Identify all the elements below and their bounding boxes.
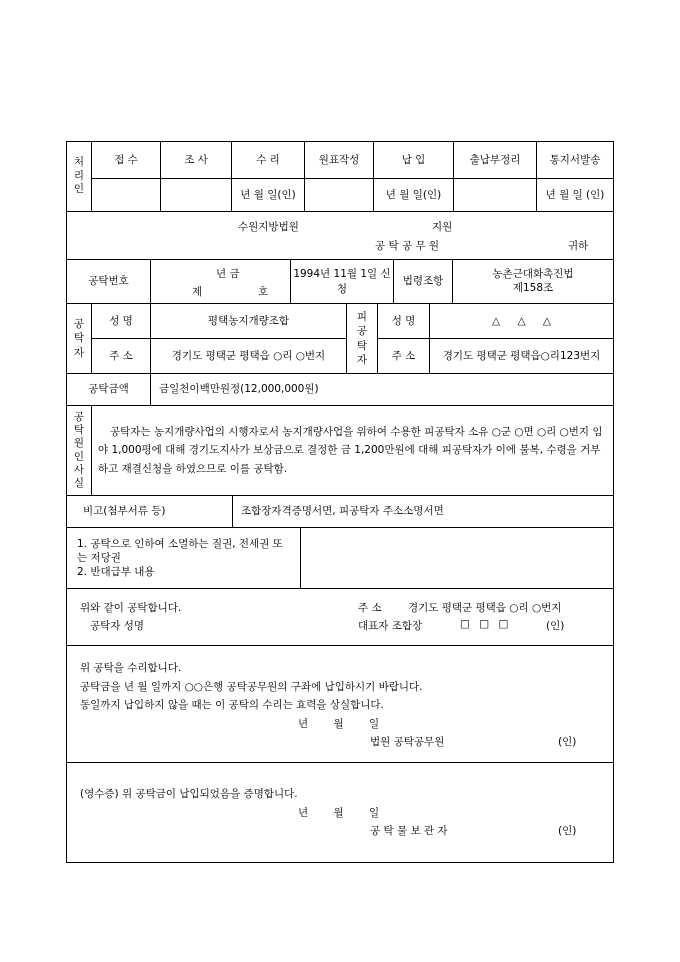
- depositee-addr-label: 주 소: [377, 338, 430, 374]
- deposit-keeper: 공 탁 물 보 관 자: [370, 825, 448, 837]
- court-name: 수원지방법원: [238, 221, 299, 233]
- date-cell: [304, 178, 374, 212]
- remarks-value: 조합장자격증명서면, 피공탁자 주소소명서면: [232, 495, 614, 528]
- depositor-label: 공탁자: [66, 303, 92, 374]
- cause-label: 공탁원인사실: [66, 405, 92, 496]
- court-branch: 지원: [432, 221, 453, 233]
- cause-text: 공탁자는 농지개량사업의 시행자로서 농지개량사업을 위하여 수용한 피공탁자 소유 ○군 ○면 ○리 ○번지 임야 1,000평에 대해 경기도지사가 보상금으로 결정한 금 1,200만원에 대해 피공탁자가 이에 불복, 수령을 거부하고 재결신청을 하였으므로 이를 공탁함.: [91, 405, 614, 496]
- date-cell: 년 월 일(인): [231, 178, 305, 212]
- deposit-no-suffix: 호: [258, 286, 269, 298]
- remarks-label: 비고(첨부서류 등): [66, 495, 233, 528]
- depositee-name-label: 성 명: [377, 303, 430, 339]
- deposit-no-prefix: 제: [192, 286, 203, 298]
- amount-value: 금일천이백만원정(12,000,000원): [150, 373, 614, 406]
- court-officer: 법원 공탁공무원: [370, 736, 445, 748]
- header-payment: 납 입: [373, 141, 454, 179]
- law-cell: [452, 259, 614, 304]
- header-cashbook: 출납부정리: [453, 141, 537, 179]
- note-item-2: 2. 반대급부 내용: [77, 566, 155, 579]
- depositee-name: △ △ △: [429, 303, 614, 339]
- header-review: 조 사: [160, 141, 232, 179]
- date-cell: 년 월 일 (인): [536, 178, 614, 212]
- header-ledger: 원표작성: [304, 141, 374, 179]
- depositor-addr-label: 주 소: [91, 338, 151, 374]
- depositor-address: 경기도 평택군 평택읍 ○리 ○번지: [150, 338, 347, 374]
- declaration-section: [66, 588, 614, 646]
- deposit-year: 년 금: [216, 268, 240, 280]
- seal-mark: (인): [546, 620, 565, 632]
- notes-cell: [66, 527, 301, 589]
- processing-label: 처리인: [66, 141, 92, 212]
- law-label: 법령조항: [393, 259, 453, 304]
- application-date: 1994년 11월 1일 신청: [290, 259, 394, 304]
- seal-mark: (인): [558, 825, 577, 837]
- addressee-section: [66, 211, 614, 260]
- header-notice: 통지서발송: [536, 141, 614, 179]
- seal-mark: (인): [558, 736, 577, 748]
- depositee-label: 피공탁자: [346, 303, 378, 374]
- deposit-no-label: 공탁번호: [66, 259, 151, 304]
- acceptance-line-3: 동일까지 납입하지 않을 때는 이 공탁의 수리는 효력을 상실합니다.: [80, 699, 384, 711]
- header-accept: 수 리: [231, 141, 305, 179]
- acceptance-line-1: 위 공탁을 수리합니다.: [80, 662, 182, 674]
- depositor-sign-label: 공탁자 성명: [90, 620, 145, 632]
- date-cell: [91, 178, 161, 212]
- representative-name: □ □ □: [460, 618, 509, 630]
- note-item-1: 1. 공탁으로 인하여 소멸하는 질권, 전세권 또는 저당권: [77, 537, 283, 564]
- depositee-address: 경기도 평택군 평택읍○리123번지: [429, 338, 614, 374]
- declaration-addr-label: 주 소: [358, 602, 382, 614]
- acceptance-date: 년 월 일: [298, 718, 380, 730]
- representative-label: 대표자 조합장: [358, 620, 423, 632]
- law-article: 제158조: [512, 281, 554, 294]
- date-cell: [160, 178, 232, 212]
- notes-value: [300, 527, 614, 589]
- acceptance-line-2: 공탁금을 년 월 일까지 ○○은행 공탁공무원의 구좌에 납입하시기 바랍니다.: [80, 681, 423, 693]
- depositor-name-label: 성 명: [91, 303, 151, 339]
- receipt-date: 년 월 일: [298, 807, 380, 819]
- law-name: 농촌근대화촉진법: [492, 267, 574, 280]
- receipt-text: (영수증) 위 공탁금이 납입되었음을 증명합니다.: [80, 788, 298, 800]
- amount-label: 공탁금액: [66, 373, 151, 406]
- date-cell: 년 월 일(인): [373, 178, 454, 212]
- header-receipt: 접 수: [91, 141, 161, 179]
- declaration-address: 경기도 평택군 평택읍 ○리 ○번지: [408, 602, 562, 614]
- depositor-name: 평택농지개량조합: [150, 303, 347, 339]
- date-cell: [453, 178, 537, 212]
- honorific: 귀하: [568, 240, 589, 252]
- declaration-text: 위와 같이 공탁합니다.: [80, 602, 182, 614]
- officer-title: 공 탁 공 무 원: [375, 240, 440, 252]
